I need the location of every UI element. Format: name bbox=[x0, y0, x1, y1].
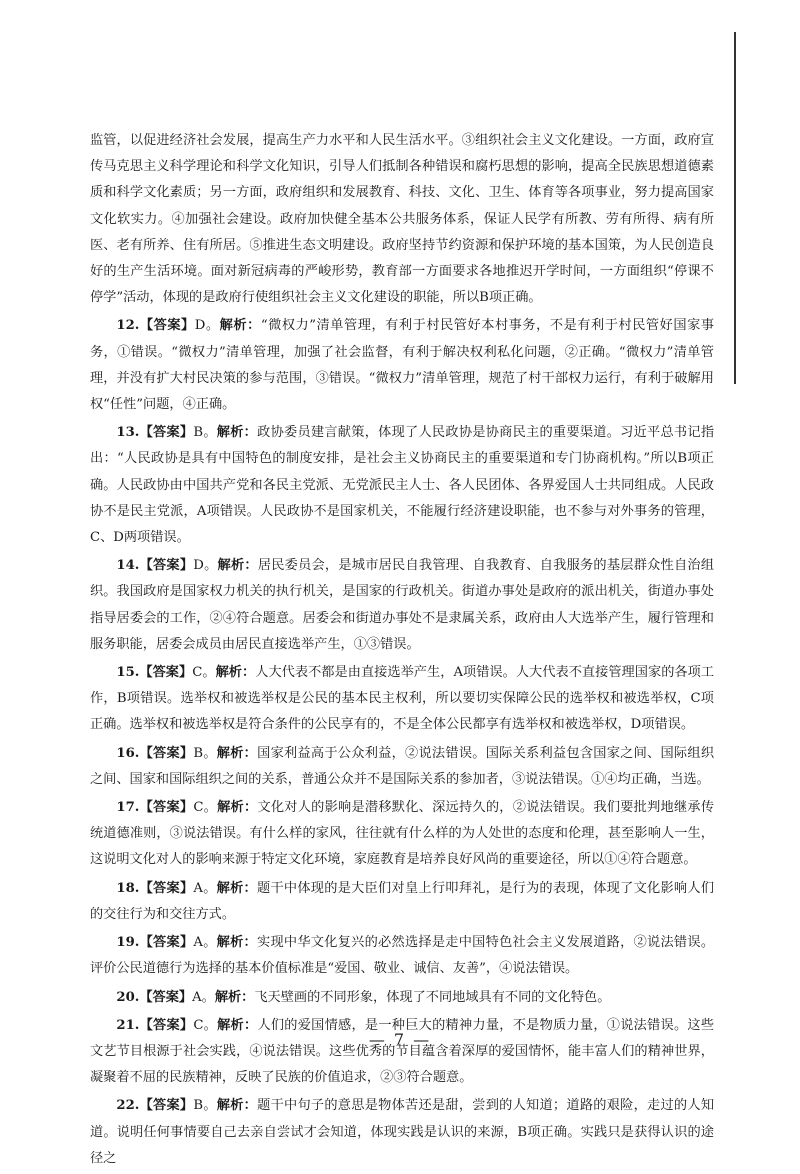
analysis-text: “微权力”清单管理，有利于村民管好本村事务，不是有利于村民管好国家事务，①错误。“微权力”清单管理，加强了社会监督，有利于解决权利私化问题，②正确。“微权力”清单管理，并没有扩大村民决策的参与范围，③错误。“微权力”清单管理，规范了村干部权力运行，有利于破解用权“任性”问题，④正确。 bbox=[90, 318, 715, 413]
analysis-label: 解析： bbox=[216, 1098, 258, 1114]
answer-item-15 bbox=[90, 660, 714, 739]
answer-choice: C。 bbox=[192, 665, 216, 681]
analysis-text: 国家利益高于公众利益，②说法错误。国际关系利益包含国家之间、国际组织之间、国家和国际组织之间的关系，普通公众并不是国际关系的参加者，③说法错误。①④均正确，当选。 bbox=[90, 745, 715, 787]
analysis-label: 解析： bbox=[217, 800, 258, 816]
analysis-text: 居民委员会，是城市居民自我管理、自我教育、自我服务的基层群众性自治组织。我国政府是国家权力机关的执行机关，是国家的行政机关。街道办事处是政府的派出机关，街道办事处指导居委会的工作，②④符合题意。居委会和街道办事处不是隶属关系，政府由人大选举产生，履行管理和服务职能，居委会成员由居民直接选举产生，①③错误。 bbox=[90, 558, 715, 652]
answer-choice: B。 bbox=[193, 1098, 217, 1114]
analysis-label: 解析： bbox=[217, 558, 258, 574]
analysis-text: 飞天壁画的不同形象，体现了不同地域具有不同的文化特色。 bbox=[254, 989, 611, 1005]
analysis-label: 解析： bbox=[216, 745, 258, 761]
answer-item-12 bbox=[90, 313, 714, 418]
analysis-label: 解析： bbox=[217, 1017, 258, 1033]
question-number: 17. bbox=[116, 800, 140, 816]
question-number: 14. bbox=[116, 558, 140, 574]
question-number: 16. bbox=[116, 745, 140, 761]
analysis-text: 题干中体现的是大臣们对皇上行叩拜礼，是行为的表现，体现了文化影响人们的交往行为和交往方式。 bbox=[90, 880, 715, 922]
answer-item-18 bbox=[90, 876, 714, 928]
answer-choice: B。 bbox=[193, 425, 217, 441]
continued-paragraph bbox=[90, 128, 714, 311]
answer-label: 【答案】 bbox=[139, 800, 194, 816]
answer-choice: C。 bbox=[193, 800, 218, 816]
analysis-text: 文化对人的影响是潜移默化、深远持久的，②说法错误。我们要批判地继承传统道德准则，③说法错误。有什么样的家风，往往就有什么样的为人处世的态度和伦理，甚至影响人一生，这说明文化对人的影响来源于特定文化环境，家庭教育是培养良好风尚的重要途径，所以①④符合题意。 bbox=[90, 800, 715, 868]
analysis-label: 解析： bbox=[215, 665, 256, 681]
question-number: 19. bbox=[116, 935, 140, 951]
answer-item-14 bbox=[90, 553, 714, 658]
answer-choice: B。 bbox=[193, 745, 217, 761]
answer-label: 【答案】 bbox=[139, 665, 193, 681]
answer-label: 【答案】 bbox=[139, 558, 194, 574]
analysis-label: 解析： bbox=[216, 425, 258, 441]
answer-item-17 bbox=[90, 795, 714, 874]
analysis-label: 解析： bbox=[216, 880, 257, 896]
question-number: 20. bbox=[116, 989, 140, 1005]
answer-label: 【答案】 bbox=[139, 989, 193, 1005]
answer-item-20 bbox=[90, 985, 714, 1011]
question-number: 15. bbox=[116, 665, 140, 681]
answer-item-13 bbox=[90, 420, 714, 551]
question-number: 13. bbox=[116, 425, 140, 441]
answer-item-19 bbox=[90, 930, 714, 982]
analysis-text: 人们的爱国情感，是一种巨大的精神力量，不是物质力量，①说法错误。这些文艺节目根源于社会实践，④说法错误。这些优秀的节目蕴含着深厚的爱国情怀，能丰富人们的精神世界，凝聚着不屈的民族精神，反映了民族的价值追求，②③符合题意。 bbox=[90, 1017, 715, 1086]
answer-item-22 bbox=[90, 1093, 714, 1172]
answer-item-16 bbox=[90, 741, 714, 793]
page-number: — 7 — bbox=[368, 1030, 432, 1049]
answer-choice: D。 bbox=[193, 558, 218, 574]
question-number: 18. bbox=[116, 880, 140, 896]
answer-label: 【答案】 bbox=[139, 1098, 194, 1114]
answer-label: 【答案】 bbox=[139, 880, 194, 896]
question-number: 21. bbox=[116, 1017, 140, 1033]
analysis-label: 解析： bbox=[214, 989, 255, 1005]
question-number: 12. bbox=[116, 318, 140, 334]
binding-line bbox=[734, 32, 736, 384]
analysis-label: 解析： bbox=[219, 318, 261, 334]
answer-choice: A。 bbox=[193, 880, 217, 896]
answer-item-21 bbox=[90, 1013, 714, 1092]
answer-choice: A。 bbox=[193, 935, 217, 951]
answer-label: 【答案】 bbox=[139, 318, 195, 334]
analysis-text: 人大代表不都是由直接选举产生，A项错误。人大代表不直接管理国家的各项工作，B项错误。选举权和被选举权是公民的基本民主权利，所以要切实保障公民的选举权和被选举权，C项正确。选举权和被选举权是符合条件的公民享有的，不是全体公民都享有选举权和被选举权，D项错误。 bbox=[90, 665, 715, 733]
analysis-text: 题干中句子的意思是物体苦还是甜，尝到的人知道；道路的艰险，走过的人知道。说明任何事情要自己去亲自尝试才会知道，体现实践是认识的来源，B项正确。实践只是获得认识的途径之 bbox=[90, 1098, 715, 1166]
paragraph-text: 监管，以促进经济社会发展，提高生产力水平和人民生活水平。③组织社会主义文化建设。一方面，政府宣传马克思主义科学理论和科学文化知识，引导人们抵制各种错误和腐朽思想的影响，提高全民族思想道德素质和科学文化素质；另一方面，政府组织和发展教育、科技、文化、卫生、体育等各项事业，努力提高国家文化软实力。④加强社会建设。政府加快健全基本公共服务体系，保证人民学有所教、劳有所得、病有所医、老有所养、住有所居。⑤推进生态文明建设。政府坚持节约资源和保护环境的基本国策，为人民创造良好的生产生活环境。面对新冠病毒的严峻形势，教育部一方面要求各地推迟开学时间，一方面组织“停课不停学”活动，体现的是政府行使组织社会主义文化建设的职能，所以B项正确。 bbox=[90, 133, 714, 306]
answer-label: 【答案】 bbox=[139, 745, 194, 761]
answer-explanations bbox=[90, 128, 714, 1174]
answer-label: 【答案】 bbox=[139, 1017, 194, 1033]
answer-label: 【答案】 bbox=[139, 935, 194, 951]
analysis-text: 实现中华文化复兴的必然选择是走中国特色社会主义发展道路，②说法错误。评价公民道德行为选择的基本价值标准是“爱国、敬业、诚信、友善”，④说法错误。 bbox=[90, 935, 715, 977]
question-number: 22. bbox=[116, 1098, 140, 1114]
analysis-text: 政协委员建言献策，体现了人民政协是协商民主的重要渠道。习近平总书记指出：“人民政协是具有中国特色的制度安排，是社会主义协商民主的重要渠道和专门协商机构。”所以B项正确。人民政协由中国共产党和各民主党派、无党派民主人士、各人民团体、各界爱国人士共同组成。人民政协不是民主党派，A项错误。人民政协不是国家机关，不能履行经济建设职能，也不参与对外事务的管理，C、D两项错误。 bbox=[90, 425, 715, 546]
answer-label: 【答案】 bbox=[139, 425, 194, 441]
answer-choice: A。 bbox=[192, 989, 215, 1005]
answer-choice: C。 bbox=[193, 1017, 218, 1033]
answer-choice: D。 bbox=[194, 318, 220, 334]
analysis-label: 解析： bbox=[216, 935, 257, 951]
